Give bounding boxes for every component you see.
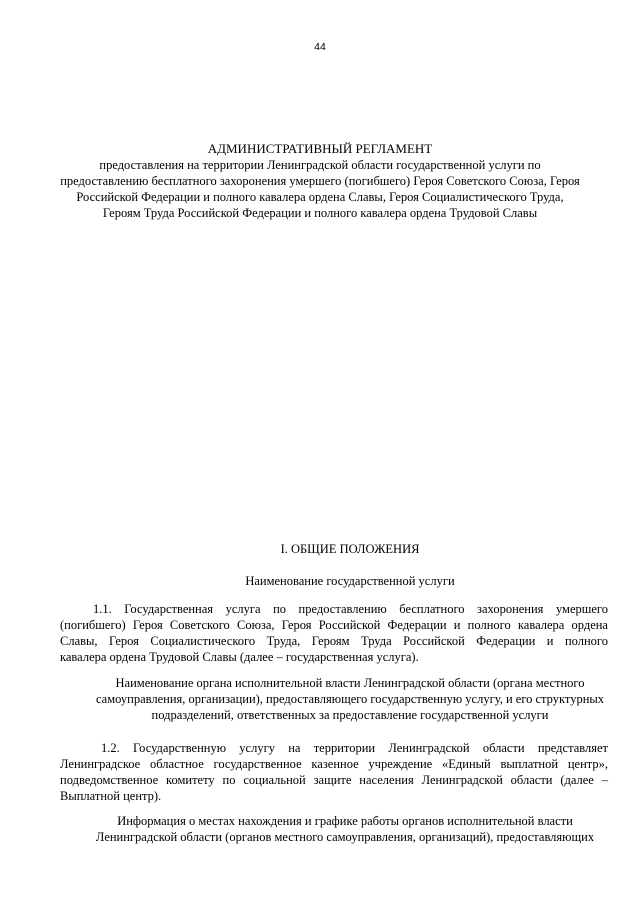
paragraph-1-1 bbox=[60, 601, 608, 665]
subheading-authority bbox=[60, 675, 640, 723]
paragraph-line: Ленинградское областное государственное казенное учреждение «Единый выплатной центр», bbox=[60, 757, 608, 771]
paragraph-line-text: 1.1. Государственная услуга по предоставлению бесплатного захоронения умершего bbox=[93, 602, 608, 616]
subheading-line: самоуправления, организации), предоставляющего государственную услугу, и его структурных bbox=[95, 692, 605, 706]
document-title: АДМИНИСТРАТИВНЫЙ РЕГЛАМЕНТ bbox=[207, 141, 433, 156]
paragraph-line bbox=[60, 601, 608, 617]
subheading-line: Наименование органа исполнительной власти Ленинградской области (органа местного bbox=[115, 676, 585, 690]
subheading-locations bbox=[50, 813, 640, 845]
subheading-line: Ленинградской области (органов местного самоуправления, организаций), предоставляющих bbox=[95, 830, 595, 844]
paragraph-line: подведомственное комитету по социальной защите населения Ленинградской области (далее – bbox=[60, 773, 608, 787]
paragraph-1-2 bbox=[60, 740, 608, 804]
subtitle-line: предоставления на территории Ленинградской области государственной услуги по bbox=[99, 158, 541, 172]
subtitle-line: Российской Федерации и полного кавалера ордена Славы, Героя Социалистического Труда, bbox=[76, 190, 564, 204]
paragraph-line-text: 1.2. Государственную услугу на территории Ленинградской области представляет bbox=[101, 741, 608, 755]
section-heading: I. ОБЩИЕ ПОЛОЖЕНИЯ bbox=[280, 542, 420, 556]
paragraph-line: Славы, Героя Социалистического Труда, Героям Труда Российской Федерации и полного bbox=[60, 634, 608, 648]
paragraph-line: (погибшего) Героя Советского Союза, Героя Российской Федерации и полного кавалера ордена bbox=[60, 618, 608, 632]
document-subtitle bbox=[0, 157, 640, 221]
paragraph-line: кавалера ордена Трудовой Славы (далее – государственная услуга). bbox=[60, 650, 419, 664]
subheading-line: Информация о местах нахождения и графике работы органов исполнительной власти bbox=[117, 814, 573, 828]
subtitle-line: предоставлению бесплатного захоронения умершего (погибшего) Героя Советского Союза, Героя bbox=[60, 174, 580, 188]
paragraph-line: Выплатной центр). bbox=[60, 789, 162, 803]
subheading-service-name: Наименование государственной услуги bbox=[245, 574, 455, 588]
subheading-line: подразделений, ответственных за предоставление государственной услуги bbox=[151, 708, 549, 722]
paragraph-line bbox=[60, 740, 608, 756]
subtitle-line: Героям Труда Российской Федерации и полного кавалера ордена Трудовой Славы bbox=[102, 206, 538, 220]
page-number: 44 bbox=[314, 41, 326, 53]
